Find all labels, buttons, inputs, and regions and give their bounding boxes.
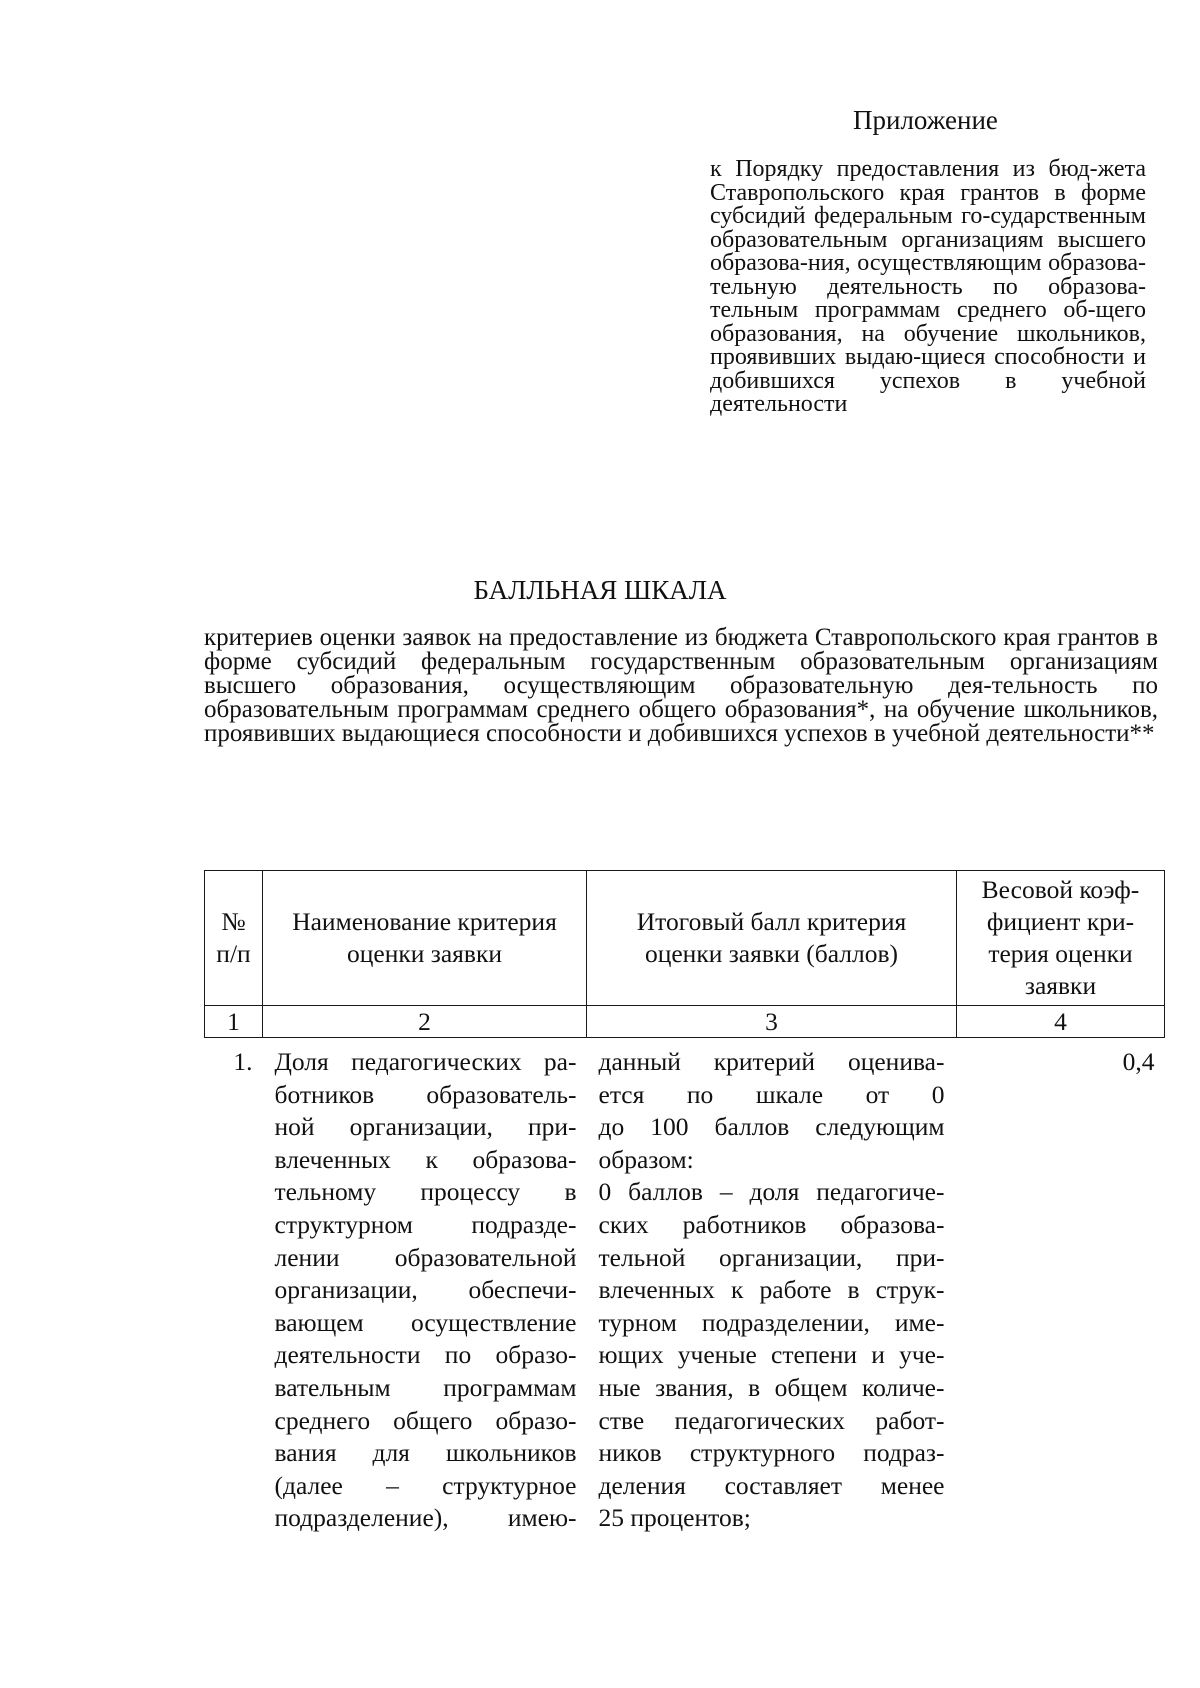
criterion-score-line: ющих ученые степени и уче-	[598, 1340, 945, 1370]
row-index: 1.	[233, 1047, 253, 1076]
criterion-name-line: ной организации, при-	[274, 1112, 577, 1142]
criterion-name-line: влеченных к образова-	[274, 1144, 577, 1174]
table-row	[205, 1038, 1165, 1536]
criterion-score-line: ные звания, в общем количе-	[598, 1372, 945, 1402]
criterion-name-line: тельному процессу в	[274, 1177, 577, 1207]
column-number: 4	[957, 1006, 1165, 1038]
criterion-score-line: ется по шкале от 0	[598, 1079, 945, 1109]
criterion-name-line: вающем осуществление	[274, 1307, 577, 1337]
criterion-name-cell	[263, 1038, 587, 1536]
criterion-score-line: ников структурного подраз-	[598, 1438, 945, 1468]
appendix-text: к Порядку предоставления из бюд-жета Ставропольского края грантов в форме субсидий федеральным го-сударственным образовательным организациям высшего образова-ния, осуществляющим образова-тельную деятельность по образова-тельным программам среднего об-щего образования, на обучение школьников, проявивших выдаю-щиеся способности и добившихся успехов в учебной деятельности	[710, 156, 1146, 417]
criterion-score-line: 0 баллов – доля педагогиче-	[598, 1177, 945, 1207]
header-total-score: Итоговый балл критерия оценки заявки (баллов)	[587, 871, 957, 1006]
criterion-name-line: ботников образователь-	[274, 1079, 577, 1109]
criterion-name-line: вания для школьников	[274, 1438, 577, 1468]
column-number: 3	[587, 1006, 957, 1038]
criterion-name-line: (далее – структурное	[274, 1470, 577, 1500]
scale-title: БАЛЛЬНАЯ ШКАЛА	[473, 575, 727, 605]
criterion-name-line: структурном подразде-	[274, 1209, 577, 1239]
criterion-name-line: вательным программам	[274, 1372, 577, 1402]
criterion-score-line: ских работников образова-	[598, 1209, 945, 1239]
criterion-score-line: до 100 баллов следующим	[598, 1112, 945, 1142]
scale-subtitle: критериев оценки заявок на предоставление из бюджета Ставропольского края грантов в форме субсидий федеральным государственным образовательным организациям высшего образования, осуществляющим образовательную дея-тельность по образовательным программам среднего общего образования*, на обучение школьников, проявивших выдающиеся способности и добившихся успехов в учебной деятельности**	[204, 624, 1158, 747]
criterion-name-line: деятельности по образо-	[274, 1340, 577, 1370]
header-index: № п/п	[205, 871, 263, 1006]
column-number: 1	[205, 1006, 263, 1038]
appendix-title: Приложение	[853, 105, 998, 135]
criteria-table	[204, 870, 1165, 1536]
criterion-name-line: Доля педагогических ра-	[274, 1047, 577, 1076]
criterion-name-line: подразделение), имею-	[274, 1503, 577, 1533]
criterion-score-line: данный критерий оценива-	[598, 1047, 945, 1076]
criterion-score-line: стве педагогических работ-	[598, 1405, 945, 1435]
criterion-name-line: лении образовательной	[274, 1242, 577, 1272]
criterion-score-line: турном подразделении, име-	[598, 1307, 945, 1337]
criterion-score-line: влеченных к работе в струк-	[598, 1275, 945, 1305]
header-criterion-name: Наименование критерия оценки заявки	[263, 871, 587, 1006]
header-weight-coefficient: Весовой коэф-фициент кри-терия оценки заявки	[957, 871, 1165, 1006]
criterion-score-cell	[587, 1038, 957, 1536]
criterion-name-line: среднего общего образо-	[274, 1405, 577, 1435]
table-header-row	[205, 871, 1165, 1006]
column-number: 2	[263, 1006, 587, 1038]
criterion-weight: 0,4	[1122, 1047, 1155, 1076]
column-number-row	[205, 1006, 1165, 1038]
criterion-name-line: организации, обеспечи-	[274, 1275, 577, 1305]
criterion-score-line: деления составляет менее	[598, 1470, 945, 1500]
criterion-score-line: 25 процентов;	[598, 1503, 751, 1533]
criterion-score-line: тельной организации, при-	[598, 1242, 945, 1272]
criterion-score-line: образом:	[598, 1144, 694, 1174]
